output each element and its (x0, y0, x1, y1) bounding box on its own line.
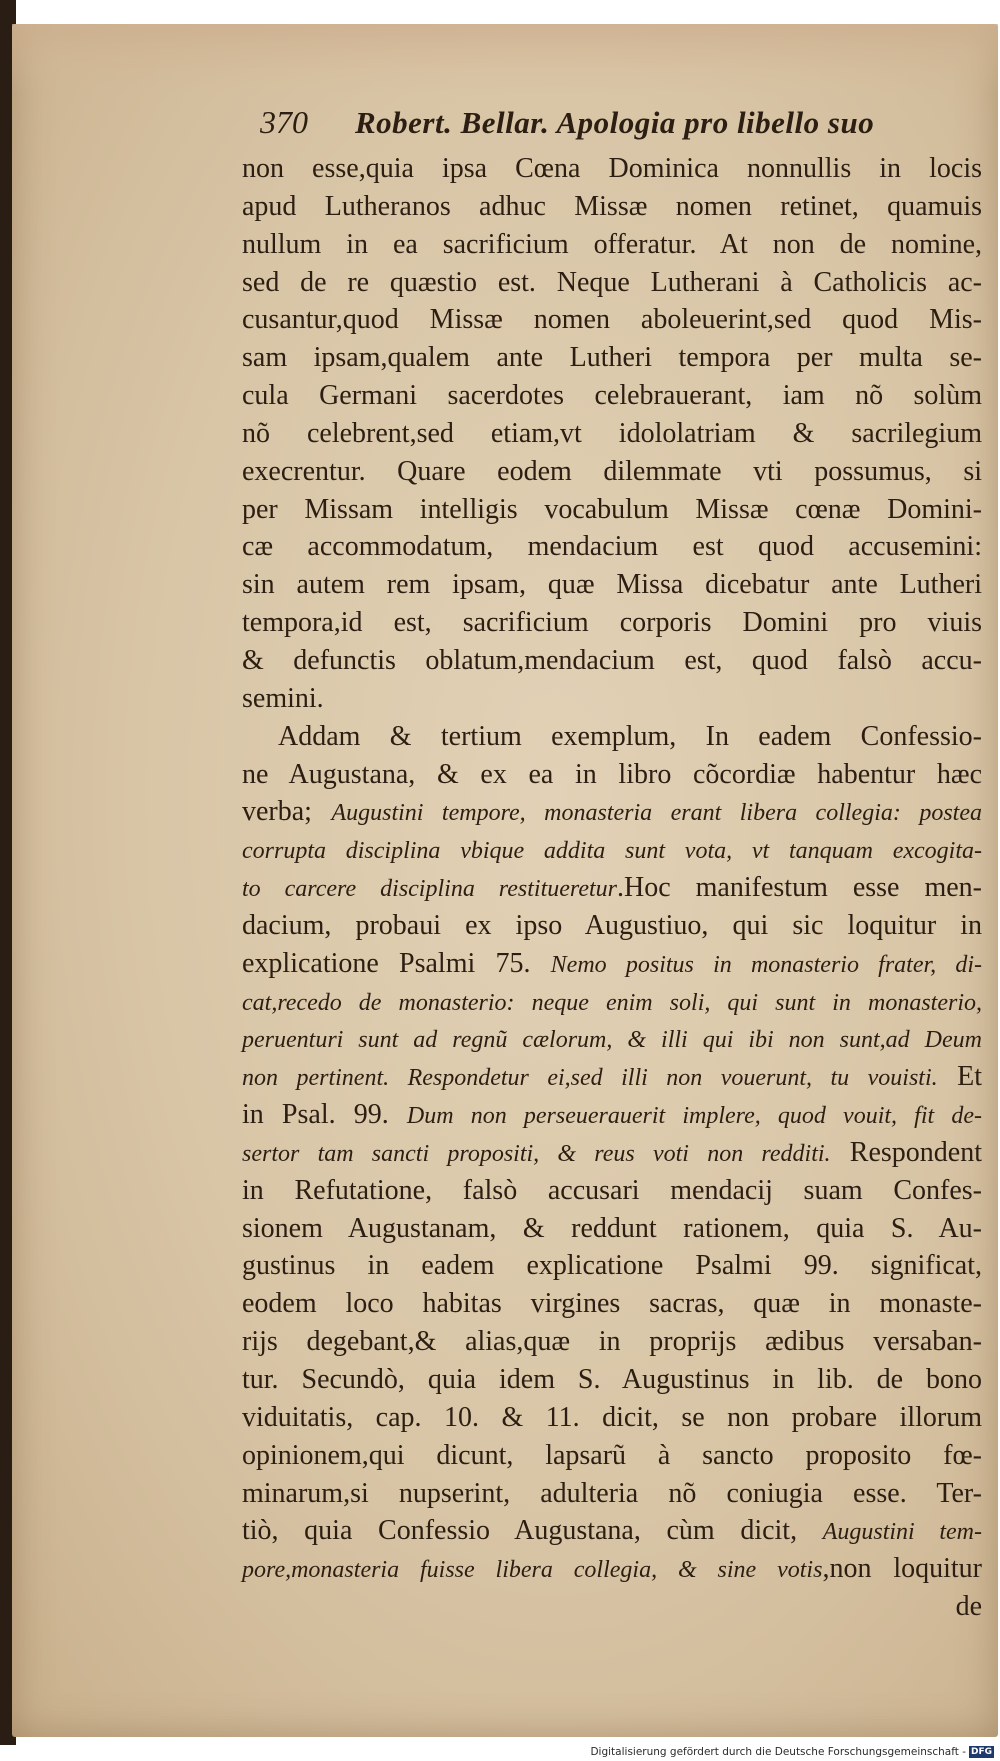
text-segment: cula Germani sacerdotes celebrauerant, iam nõ solùm (242, 380, 982, 412)
text-line (242, 1096, 982, 1134)
text-line (242, 226, 982, 264)
text-line (242, 264, 982, 302)
text-segment: nullum in ea sacrificium offeratur. At non de nomine, (242, 228, 982, 260)
text-segment: cusantur,quod Missæ nomen aboleuerint,sed quod Mis- (242, 304, 982, 336)
italic-quotation: Dum non perseuerauerit implere, quod vouit, fit de- (406, 1103, 982, 1130)
text-line (242, 604, 982, 642)
text-line (242, 1588, 982, 1626)
text-segment: ne Augustana, & ex ea in libro cõcordiæ habentur hæc (242, 758, 982, 790)
text-line (242, 1134, 982, 1172)
dfg-logo: DFG (970, 1747, 992, 1757)
text-segment: de (955, 1591, 982, 1623)
text-segment: Addam & tertium exemplum, In eadem Confessio- (278, 720, 982, 752)
digitization-credit (590, 1745, 994, 1759)
text-line (242, 793, 982, 831)
italic-quotation: Augustini tempore, monasteria erant libera collegia: postea (331, 800, 982, 827)
text-segment: Respondent (830, 1136, 982, 1168)
italic-quotation: non pertinent. Respondetur ei,sed illi non vouerunt, tu vouisti. (242, 1065, 938, 1092)
text-line (242, 1210, 982, 1248)
text-segment: non esse,quia ipsa Cœna Dominica nonnullis in locis (242, 153, 982, 184)
text-line (242, 756, 982, 794)
text-line (242, 1285, 982, 1323)
text-line (242, 1550, 982, 1588)
text-line (242, 150, 982, 188)
text-line (242, 453, 982, 491)
text-line (242, 642, 982, 680)
text-segment: in Psal. 99. (242, 1099, 407, 1131)
italic-quotation: sertor tam sancti propositi, & reus voti non redditi. (242, 1140, 831, 1167)
text-segment: opinionem,qui dicunt, lapsarũ à sancto proposito fœ- (242, 1439, 982, 1471)
text-segment: sin autem rem ipsam, quæ Missa dicebatur ante Lutheri (242, 569, 982, 601)
text-line (242, 831, 982, 869)
text-segment: tempora,id est, sacrificium corporis Domini pro viuis (242, 607, 982, 639)
text-line (242, 718, 982, 756)
text-line (242, 1058, 982, 1096)
text-line (242, 339, 982, 377)
text-segment: Et (937, 1061, 983, 1093)
text-segment: sionem Augustanam, & reddunt rationem, quia S. Au- (242, 1212, 982, 1244)
italic-quotation: cat,recedo de monasterio: neque enim soli, qui sunt in monasterio, (242, 989, 982, 1016)
text-line (242, 415, 982, 453)
text-line (242, 528, 982, 566)
italic-quotation: corrupta disciplina vbique addita sunt vota, vt tanquam excogita- (242, 838, 982, 865)
text-line (242, 566, 982, 604)
text-segment: verba; (242, 796, 332, 828)
text-segment: execrentur. Quare eodem dilemmate vti possumus, si (242, 455, 982, 487)
text-segment: tiò, quia Confessio Augustana, cùm dicit, (242, 1515, 823, 1547)
italic-quotation: Augustini tem- (822, 1519, 982, 1546)
book-page (12, 24, 998, 1737)
text-segment: per Missam intelligis vocabulum Missæ cœnæ Domini- (242, 493, 982, 525)
text-segment: ,non loquitur (822, 1553, 982, 1585)
credit-text: Digitalisierung gefördert durch die Deutsche Forschungsgemeinschaft - (590, 1746, 966, 1758)
text-line (242, 1323, 982, 1361)
page-number: 370 (260, 104, 308, 140)
italic-quotation: Nemo positus in monasterio frater, di- (550, 951, 983, 978)
text-segment: in Refutatione, falsò accusari mendacij suam Confes- (242, 1174, 982, 1206)
running-head (260, 100, 1000, 144)
text-segment: nõ celebrent,sed etiam,vt idololatriam & sacrilegium (242, 417, 982, 449)
text-segment: explicatione Psalmi 75. (242, 947, 551, 979)
text-line (242, 1399, 982, 1437)
text-line (242, 983, 982, 1021)
text-line (242, 1512, 982, 1550)
text-line (242, 869, 982, 907)
text-segment: rijs degebant,& alias,quæ in proprijs ædibus versaban- (242, 1326, 982, 1358)
text-line (242, 680, 982, 718)
text-line (242, 1437, 982, 1475)
text-segment: dacium, probaui ex ipso Augustiuo, qui sic loquitur in (242, 909, 982, 941)
text-line (242, 907, 982, 945)
text-segment: minarum,si nupserint, adulteria nõ coniugia esse. Ter- (242, 1477, 982, 1509)
body-text (242, 150, 982, 1626)
text-segment: gustinus in eadem explicatione Psalmi 99. significat, (242, 1250, 982, 1282)
text-segment: sed de re quæstio est. Neque Lutherani à Catholicis ac- (242, 266, 982, 298)
text-segment: cæ accommodatum, mendacium est quod accusemini: (242, 531, 982, 563)
text-line (242, 1475, 982, 1513)
text-line (242, 1020, 982, 1058)
text-line (242, 1172, 982, 1210)
text-segment: viduitatis, cap. 10. & 11. dicit, se non probare illorum (242, 1401, 982, 1433)
italic-quotation: peruenturi sunt ad regnũ cælorum, & illi qui ibi non sunt,ad Deum (242, 1027, 982, 1054)
text-segment: & defunctis oblatum,mendacium est, quod falsò accu- (242, 644, 982, 676)
text-line (242, 188, 982, 226)
text-line (242, 945, 982, 983)
text-line (242, 1247, 982, 1285)
text-segment: .Hoc manifestum esse men- (617, 872, 982, 904)
text-segment: apud Lutheranos adhuc Missæ nomen retinet, quamuis (242, 190, 982, 222)
text-segment: semini. (242, 682, 324, 714)
running-title: Robert. Bellar. Apologia pro libello suo (355, 105, 875, 140)
text-segment: eodem loco habitas virgines sacras, quæ in monaste- (242, 1288, 982, 1320)
text-line (242, 377, 982, 415)
text-segment: sam ipsam,qualem ante Lutheri tempora per multa se- (242, 342, 982, 374)
text-line (242, 1361, 982, 1399)
text-line (242, 491, 982, 529)
italic-quotation: to carcere disciplina restitueretur (242, 876, 618, 903)
text-segment: tur. Secundò, quia idem S. Augustinus in lib. de bono (242, 1364, 982, 1395)
text-line (242, 301, 982, 339)
italic-quotation: pore,monasteria fuisse libera collegia, & sine votis (242, 1557, 823, 1584)
